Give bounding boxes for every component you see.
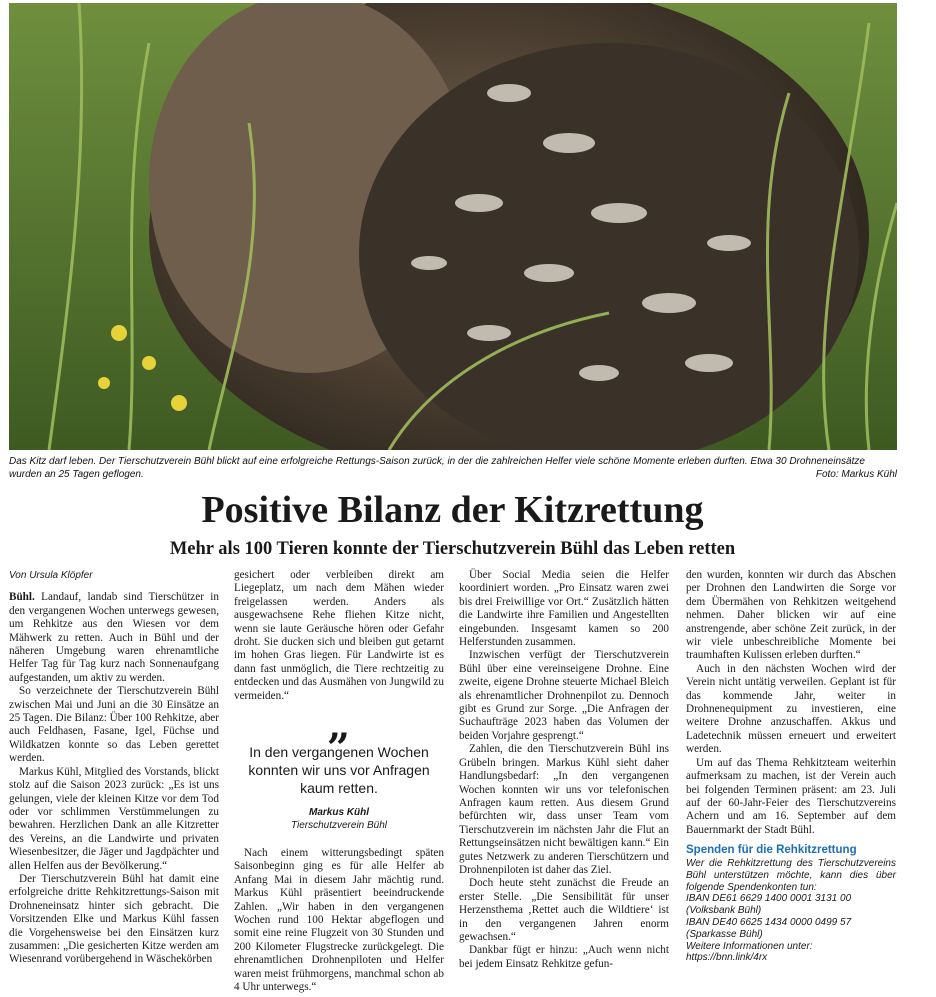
article-paragraph: Auch in den nächsten Wochen wird der Verein nicht untätig verweilen. Geplant ist für das kommende Jahr, weiter in Drohnenequipment zu investieren, eine weitere Drohne anzuschaffen. Akkus und Ladetechnik müssen erneuert und erweitert werden. <box>686 662 896 756</box>
infobox-intro: Wer die Rehkitzrettung des Tierschutzvereins Bühl unterstützen möchte, kann dies über folgende Spendenkonten tun: <box>686 857 896 893</box>
article-paragraph: Um auf das Thema Rehkitzteam weiterhin aufmerksam zu machen, ist der Verein auch bei folgenden Terminen präsent: am 23. Juli auf der 60-Jahr-Feier des Tierschutzvereins Achern und am 16. September auf dem Bauernmarkt der Stadt Bühl. <box>686 756 896 836</box>
headline: Positive Bilanz der Kitzrettung <box>201 489 704 531</box>
iban-1: IBAN DE61 6629 1400 0001 3131 00 <box>686 893 852 905</box>
photo-caption <box>9 455 897 481</box>
article-paragraph: Inzwischen verfügt der Tierschutzverein Bühl über eine vereinseigene Drohne. Eine zweite, eigene Drohne steuerte Michael Bleich als ehrenamtlicher Drohnenpilot zu. Dennoch gibt es Grund zur Sorge. „Die Anfragen der Suchaufträge 2023 haben das Volumen der beiden Vorjahre gesprengt.“ <box>459 649 669 742</box>
article-paragraph: Doch heute steht zunächst die Freude an erster Stelle. „Die Sensibilität für unser Herzensthema ‚Rettet auch die Wildtiere‘ ist in den vergangenen Jahren enorm gewachsen.“ <box>459 877 669 943</box>
article-column-3 <box>459 569 669 971</box>
info-link[interactable]: https://bnn.link/4rx <box>686 952 768 964</box>
infobox-title: Spenden für die Rehkitzrettung <box>686 844 857 857</box>
quote-organization: Tierschutzverein Bühl <box>290 820 388 832</box>
bank-2: (Sparkasse Bühl) <box>686 928 763 940</box>
article-paragraph: So verzeichnete der Tierschutzverein Bühl zwischen Mai und Juni an die 30 Einsätze an 25 Tagen. Die Bilanz: Über 100 Rehkitze, aber auch Feldhasen, Fasane, Igel, Füchse und Wildkatzen konnte so das Leben gerettet werden. <box>9 685 219 765</box>
subheadline: Mehr als 100 Tieren konnte der Tierschutzverein Bühl das Leben retten <box>169 539 736 559</box>
article-paragraph: Dankbar fügt er hinzu: „Auch wenn nicht bei jedem Einsatz Rehkitze gefun- <box>459 944 669 970</box>
article-paragraph: gesichert oder verbleiben direkt am Liegeplatz, um nach dem Mähen wieder freigelassen werden. Anders als ausgewachsene Rehe fliehen Kitze nicht, wenn sie laute Geräusche hören oder Gefahr droht. Sie ducken sich und bleiben gut getarnt im hohen Gras liegen. Für Landwirte ist es dann fast unmöglich, die Tiere rechtzeitig zu entdecken und das Ausmähen von Jungwild zu vermeiden.“ <box>234 569 444 702</box>
photo-credit: Foto: Markus Kühl <box>815 469 897 480</box>
donation-infobox <box>686 845 896 964</box>
iban-2: IBAN DE40 6625 1434 0000 0499 57 <box>686 916 852 928</box>
article-paragraph: den wurden, konnten wir durch das Abschen per Drohnen den Landwirten die Sorge vor dem Übermähen von Rehkitzen weitgehend nehmen. Daher blicken wir auf eine anstrengende, aber schöne Zeit zurück, in der wir viele unbeschreibliche Momente bei traumhaften Kulissen erleben durften.“ <box>686 569 896 662</box>
quote-author: Markus Kühl <box>308 807 369 819</box>
article-paragraph: Zahlen, die den Tierschutzverein Bühl ins Grübeln bringen. Markus Kühl sieht daher Handlungsbedarf: „In den vergangenen Wochen konnten wir uns vor telefonischen Anfragen kaum retten. Aus diesem Grund befürchten wir, dass unser Team vom Tierschutzverein im nächsten Jahr die Flut an Rettungseinsätzen nicht bewältigen kann.“ Ein gutes Netzwerk zu anderen Tierschützern und Drohnenpiloten ist daher das Ziel. <box>459 743 669 876</box>
article-paragraph: Markus Kühl, Mitglied des Vorstands, blickt stolz auf die Saison 2023 zurück: „Es ist uns gelungen, viele der kleinen Kitze vor dem Tod oder vor schlimmen Verstümmelungen zu bewahren. Herzlichen Dank an alle Kitzretter des Vereins, an die Landwirte und privaten Wiesenbesitzer, die Jäger und Jagdpächter und allen Helfen aus der Bevölkerung.“ <box>9 765 219 872</box>
article-paragraph <box>9 591 219 685</box>
article-column-4 <box>686 569 896 964</box>
article-column-1 <box>9 569 219 967</box>
bank-1: (Volksbank Bühl) <box>686 905 762 917</box>
caption-text: Das Kitz darf leben. Der Tierschutzverein Bühl blickt auf eine erfolgreiche Rettungs-Saison zurück, in der die zahlreichen Helfer viele schöne Momente erleben durften. Etwa 30 Drohneneinsätze wurden an 25 Tagen geflogen. <box>9 456 865 480</box>
quote-mark-icon: „ <box>327 702 351 750</box>
paragraph-text: Landauf, landab sind Tierschützer in den vergangenen Wochen unterwegs gewesen, um Rehkitze aus den Wiesen vor dem Mähwerk zu retten. Auch in Bühl und der näheren Umgebung waren ehrenamtliche Helfer Tag für Tag kurz nach Sonnenaufgang aufgestanden, um aktiv zu werden. <box>9 591 219 684</box>
article-column-2 <box>234 569 444 994</box>
quote-text: In den vergangenen Wochen konnten wir uns vor Anfragen kaum retten. <box>248 744 430 797</box>
more-info-label: Weitere Informationen unter: <box>686 940 813 952</box>
dateline: Bühl. <box>9 591 35 604</box>
article-paragraph: Nach einem witterungsbedingt späten Saisonbeginn ging es für alle Helfer ab Anfang Mai in diesem Jahr mächtig rund. Markus Kühl präsentiert beeindruckende Zahlen. „Wir haben in den vergangenen Wochen rund 100 Hektar abgeflogen und somit eine reine Flugzeit von 30 Stunden und 200 Kilometer Flugstrecke zurückgelegt. Die ehrenamtlichen Drohnenpiloten und Helfer waren meist frühmorgens, manchmal schon ab 4 Uhr unterwegs.“ <box>234 846 444 993</box>
author-byline: Von Ursula Klöpfer <box>9 570 93 581</box>
article-paragraph: Über Social Media seien die Helfer koordiniert worden. „Pro Einsatz waren zwei bis drei Freiwillige vor Ort.“ Zusätzlich hätten die Landwirte ihre Familien und Angestellten eingebunden. Insgesamt kamen so 200 Helferstunden zusammen. <box>459 569 669 649</box>
fawn-photo <box>9 3 897 450</box>
article-paragraph: Der Tierschutzverein Bühl hat damit eine erfolgreiche dritte Rehkitzrettungs-Saison mit Drohneneinsatz hinter sich gebracht. Die Vorsitzenden Elke und Markus Kühl fassen die Vorgehensweise bei den Einsätzen kurz zusammen: „Die gesicherten Kitze werden am Wiesenrand vorübergehend in Wäschekörben <box>9 872 219 966</box>
pull-quote <box>234 702 444 833</box>
fawn-in-grass-image <box>9 3 897 450</box>
